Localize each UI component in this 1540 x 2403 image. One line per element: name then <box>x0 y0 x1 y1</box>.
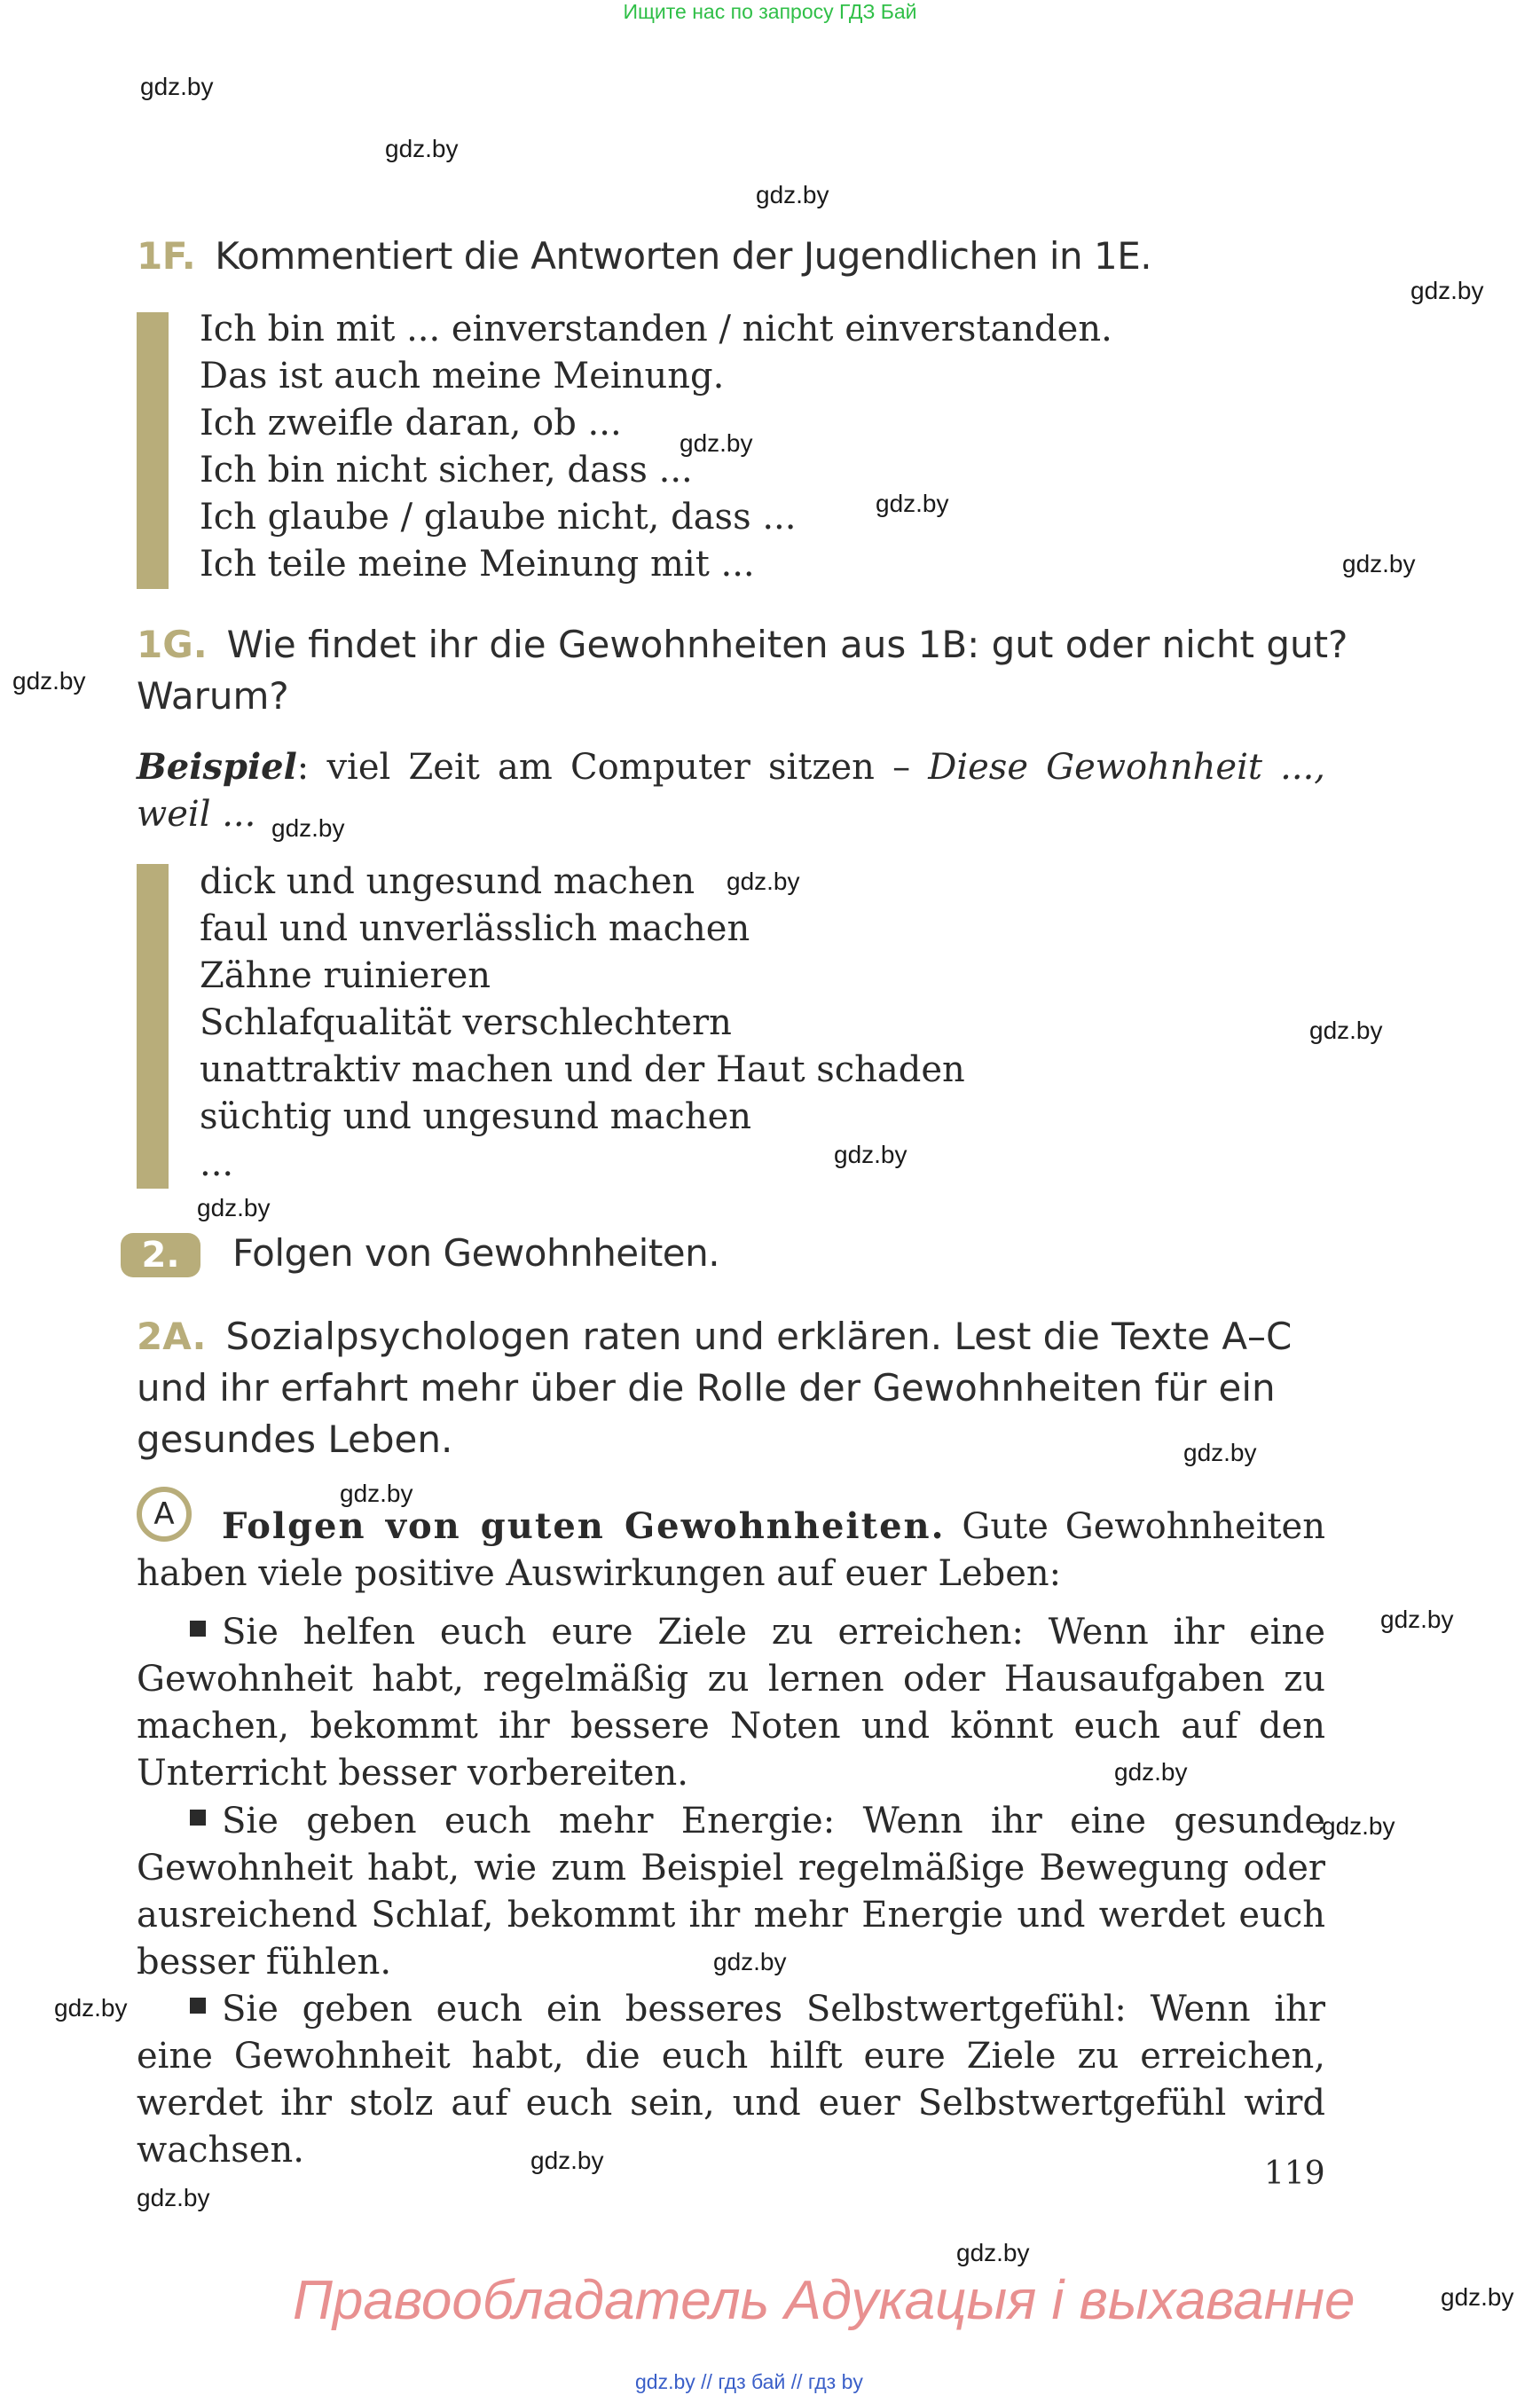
task-id: 1G. <box>137 623 208 666</box>
watermark: gdz.by <box>340 1480 413 1507</box>
phrase-item: süchtig und ungesund machen <box>200 1096 752 1137</box>
page-number: 119 <box>1264 2156 1325 2192</box>
text-a-intro <box>137 1503 1325 1598</box>
watermark: gdz.by <box>1380 1606 1454 1633</box>
watermark: gdz.by <box>713 1948 787 1975</box>
task-1g-heading <box>137 619 1348 722</box>
task-1f-heading <box>137 234 1151 278</box>
phrase-box-bar <box>137 864 169 1189</box>
text-a-intro-text: Gute Gewohnheiten haben viele positive Auswirkungen auf euer Leben: <box>137 1506 1325 1594</box>
bullet-square-icon <box>190 1621 206 1637</box>
watermark: gdz.by <box>680 429 753 457</box>
phrase-item: Ich zweifle daran, ob ... <box>200 403 622 444</box>
bullet-paragraph: Sie geben euch ein besseres Selbstwertgefühl: Wenn ihr eine Gewohnheit habt, die euch hilft eure Ziele zu erreichen, werdet ihr stolz auf euch sein, und euer Selbstwertgefühl wird wachsen. <box>137 1989 1325 2171</box>
example-italic: Diese Gewohnheit ..., weil ... <box>137 747 1325 835</box>
watermark: gdz.by <box>1410 277 1484 304</box>
task-title-cont: Warum? <box>137 674 289 718</box>
watermark: gdz.by <box>1342 550 1416 577</box>
task-title: Wie findet ihr die Gewohnheiten aus 1B: gut oder nicht gut? <box>226 623 1348 666</box>
watermark: gdz.by <box>271 814 345 842</box>
phrase-item: Ich glaube / glaube nicht, dass ... <box>200 497 797 538</box>
phrase-list-1g <box>200 859 965 1188</box>
watermark: gdz.by <box>727 868 800 895</box>
phrase-item: Zähne ruinieren <box>200 955 491 996</box>
watermark: gdz.by <box>197 1194 271 1221</box>
watermark: gdz.by <box>1322 1812 1395 1840</box>
watermark: gdz.by <box>54 1994 128 2022</box>
phrase-item: Ich bin mit ... einverstanden / nicht einverstanden. <box>200 309 1112 349</box>
watermark: gdz.by <box>1309 1017 1383 1044</box>
text-marker-a: A <box>137 1487 192 1542</box>
watermark: gdz.by <box>530 2147 604 2174</box>
bullet-paragraph: Sie helfen euch eure Ziele zu erreichen: Wenn ihr eine Gewohnheit habt, regelmäßig zu lernen oder Hausaufgaben zu machen, bekommt ihr bessere Noten und könnt euch auf den Unterricht besser vorbereiten. <box>137 1612 1325 1794</box>
bullet-square-icon <box>190 1810 206 1826</box>
task-2a-heading <box>137 1311 1334 1465</box>
example-line <box>137 743 1325 838</box>
watermark: gdz.by <box>137 2184 210 2211</box>
bullet-square-icon <box>190 1998 206 2014</box>
watermark: gdz.by <box>1114 1758 1188 1786</box>
watermark: gdz.by <box>756 181 829 208</box>
text-a-heading: Folgen von guten Gewohnheiten. <box>222 1505 946 1547</box>
task-id: 1F. <box>137 234 196 278</box>
phrase-item: Ich teile meine Meinung mit ... <box>200 544 755 585</box>
watermark: gdz.by <box>385 135 459 162</box>
phrase-box-bar <box>137 312 169 589</box>
task-title: Sozialpsychologen raten und erklären. Lest die Texte A–C und ihr erfahrt mehr über die Rolle der Gewohnheiten für ein gesundes Leben. <box>137 1315 1292 1461</box>
section-number-badge: 2. <box>121 1233 200 1277</box>
bottom-links[interactable]: gdz.by // гдз бай // гдз by <box>635 2370 863 2393</box>
phrase-item: ... <box>200 1143 234 1184</box>
phrase-item: Schlafqualität verschlechtern <box>200 1002 732 1043</box>
watermark: gdz.by <box>1441 2283 1514 2311</box>
top-banner[interactable]: Ищите нас по запросу ГДЗ Бай <box>623 0 917 23</box>
phrase-item: unattraktiv machen und der Haut schaden <box>200 1049 965 1090</box>
phrase-item: faul und unverlässlich machen <box>200 908 750 949</box>
example-label: Beispiel <box>137 746 297 788</box>
phrase-item: Ich bin nicht sicher, dass ... <box>200 450 693 491</box>
phrase-item: Das ist auch meine Meinung. <box>200 356 725 397</box>
copyright-notice: Правообладатель Адукацыя і выхаванне <box>293 2270 1355 2331</box>
example-text: : viel Zeit am Computer sitzen – <box>296 747 929 788</box>
watermark: gdz.by <box>834 1141 908 1168</box>
watermark: gdz.by <box>876 490 949 517</box>
watermark: gdz.by <box>956 2239 1030 2266</box>
section-title: Folgen von Gewohnheiten. <box>232 1231 720 1275</box>
phrase-list-1f <box>200 306 1112 588</box>
watermark: gdz.by <box>12 667 86 695</box>
bullet-paragraph: Sie geben euch mehr Energie: Wenn ihr eine gesunde Gewohnheit habt, wie zum Beispiel regelmäßige Bewegung oder ausreichend Schlaf, bekommt ihr mehr Energie und werdet euch besser fühlen. <box>137 1801 1325 1983</box>
task-id: 2A. <box>137 1315 207 1358</box>
watermark: gdz.by <box>140 73 214 100</box>
watermark: gdz.by <box>1183 1439 1257 1466</box>
phrase-item: dick und ungesund machen <box>200 861 695 902</box>
task-title: Kommentiert die Antworten der Jugendlichen in 1E. <box>215 234 1152 278</box>
